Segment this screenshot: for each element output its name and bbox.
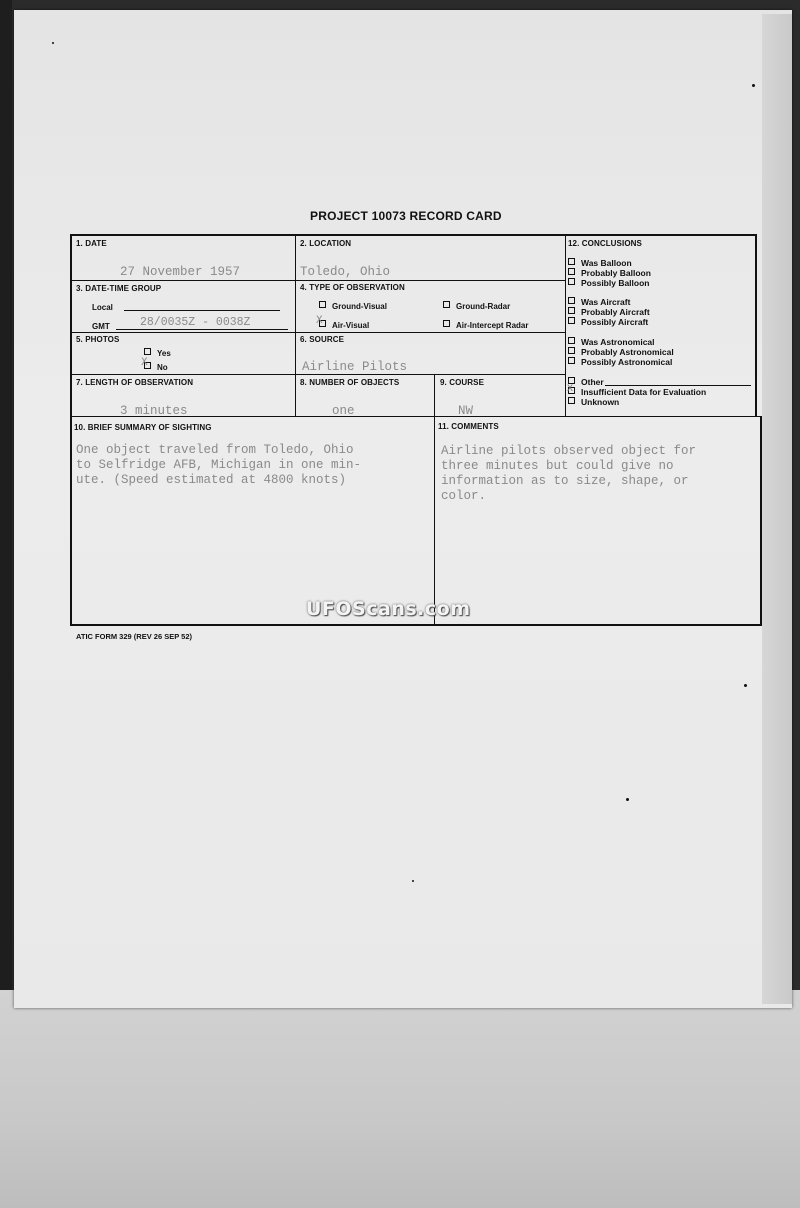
- comments-line: color.: [441, 489, 487, 503]
- conclusion-probably-astronomical: Probably Astronomical: [568, 347, 674, 357]
- checkbox-icon: [443, 301, 450, 308]
- form-id: ATIC FORM 329 (REV 26 SEP 52): [76, 632, 193, 641]
- checkbox-icon: [568, 337, 575, 344]
- scan-speck: [744, 684, 747, 687]
- course-value: NW: [458, 404, 474, 418]
- location-value: Toledo, Ohio: [300, 265, 391, 279]
- option-ground-visual: Ground-Visual: [319, 301, 387, 311]
- length-of-observation-label: 7. LENGTH OF OBSERVATION: [76, 378, 194, 387]
- number-of-objects-label: 8. NUMBER OF OBJECTS: [300, 378, 400, 387]
- photos-yes: Yes: [144, 348, 171, 358]
- source-label: 6. SOURCE: [300, 335, 345, 344]
- checkbox-icon: [568, 278, 575, 285]
- checkbox-icon: [568, 357, 575, 364]
- record-card: [70, 234, 762, 626]
- course-label: 9. COURSE: [440, 378, 485, 387]
- checkbox-icon: [568, 347, 575, 354]
- checkbox-icon: [568, 307, 575, 314]
- conclusion-probably-balloon: Probably Balloon: [568, 268, 651, 278]
- conclusions-label: 12. CONCLUSIONS: [568, 239, 642, 248]
- date-label: 1. DATE: [76, 239, 107, 248]
- insufficient-data-mark: X: [567, 384, 574, 395]
- conclusion-other: Other: [568, 377, 604, 387]
- conclusion-possibly-balloon: Possibly Balloon: [568, 278, 650, 288]
- gmt-value: 28/0035Z - 0038Z: [140, 316, 251, 329]
- conclusion-was-aircraft: Was Aircraft: [568, 297, 630, 307]
- photos-label: 5. PHOTOS: [76, 335, 120, 344]
- checkbox-icon: [568, 297, 575, 304]
- source-value: Airline Pilots: [302, 360, 408, 374]
- conclusion-unknown: Unknown: [568, 397, 619, 407]
- date-value: 27 November 1957: [120, 265, 241, 279]
- type-of-observation-label: 4. TYPE OF OBSERVATION: [300, 283, 405, 292]
- conclusion-was-balloon: Was Balloon: [568, 258, 632, 268]
- card-title: PROJECT 10073 RECORD CARD: [310, 209, 502, 223]
- conclusion-possibly-aircraft: Possibly Aircraft: [568, 317, 648, 327]
- length-of-observation-value: 3 minutes: [120, 404, 188, 418]
- conclusion-possibly-astronomical: Possibly Astronomical: [568, 357, 672, 367]
- checkbox-icon: [443, 320, 450, 327]
- conclusion-insufficient-data: Insufficient Data for Evaluation: [568, 387, 706, 397]
- scan-speck: [412, 880, 414, 882]
- checkbox-icon: [568, 317, 575, 324]
- option-ground-radar: Ground-Radar: [443, 301, 510, 311]
- conclusion-probably-aircraft: Probably Aircraft: [568, 307, 650, 317]
- checkbox-icon: [568, 268, 575, 275]
- scan-speck: [52, 42, 54, 44]
- conclusion-was-astronomical: Was Astronomical: [568, 337, 655, 347]
- location-label: 2. LOCATION: [300, 239, 352, 248]
- photos-no: No: [144, 362, 168, 372]
- local-label: Local: [92, 303, 113, 312]
- checkbox-icon: [144, 348, 151, 355]
- brief-summary-line: to Selfridge AFB, Michigan in one min-: [76, 458, 362, 472]
- checkbox-icon: [568, 397, 575, 404]
- brief-summary-line: ute. (Speed estimated at 4800 knots): [76, 473, 347, 487]
- date-time-group-label: 3. DATE-TIME GROUP: [76, 284, 162, 293]
- watermark: UFOScans.com: [306, 598, 471, 620]
- brief-summary-line: One object traveled from Toledo, Ohio: [76, 443, 354, 457]
- photos-no-mark: X: [141, 357, 148, 369]
- comments-line: Airline pilots observed object for: [441, 444, 697, 458]
- gmt-label: GMT: [92, 322, 110, 331]
- option-air-intercept-radar: Air-Intercept Radar: [443, 320, 528, 330]
- scan-speck: [626, 798, 629, 801]
- comments-label: 11. COMMENTS: [438, 422, 499, 431]
- brief-summary-label: 10. BRIEF SUMMARY OF SIGHTING: [74, 423, 212, 432]
- option-air-visual: Air-Visual: [319, 320, 369, 330]
- checkbox-icon: [319, 301, 326, 308]
- background-surface: [0, 990, 800, 1208]
- air-visual-mark: X: [316, 315, 323, 327]
- scan-speck: [752, 84, 755, 87]
- number-of-objects-value: one: [332, 404, 355, 418]
- page-edge: [762, 14, 792, 1004]
- checkbox-icon: [568, 258, 575, 265]
- comments-line: information as to size, shape, or: [441, 474, 689, 488]
- comments-line: three minutes but could give no: [441, 459, 674, 473]
